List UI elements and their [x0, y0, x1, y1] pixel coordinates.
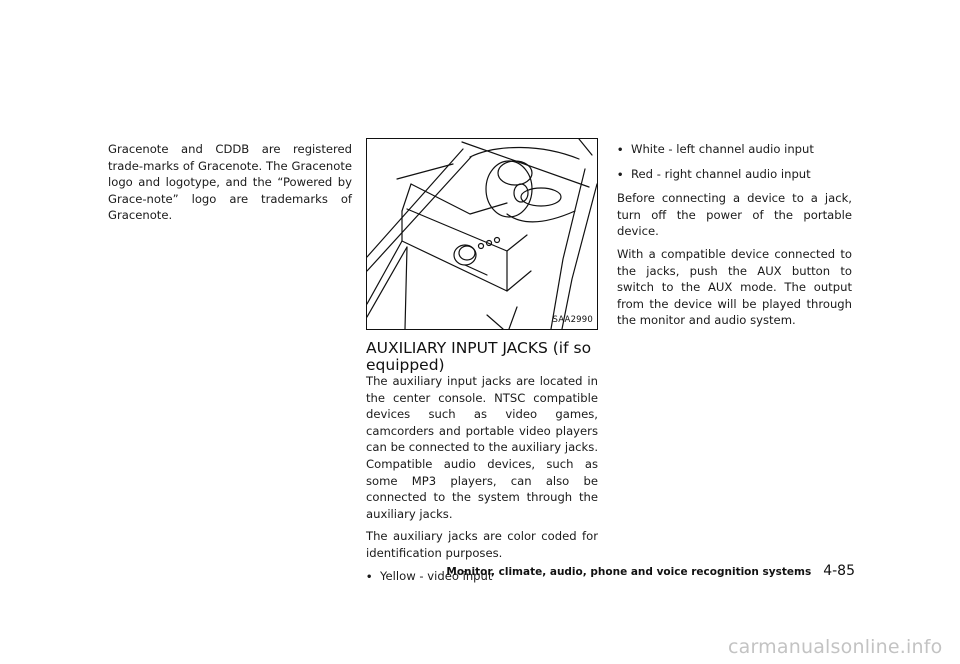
trademark-paragraph: Gracenote and CDDB are registered trade-marks of Gracenote. The Gracenote logo and logotype, and the “Powered by Grace-note” logo are trademarks of Gracenote.: [108, 142, 352, 223]
middle-column: [366, 373, 598, 586]
power-off-paragraph: Before connecting a device to a jack, turn off the power of the portable device.: [617, 191, 852, 239]
intro-paragraph: The auxiliary input jacks are located in the center console. NTSC compatible devices such as video games, camcorders and portable video players can be connected to the auxiliary jacks. Compatible audio devices, such as some MP3 players, can also be connected to the system through the auxiliary jacks.: [366, 374, 598, 521]
footer-section-title: Monitor, climate, audio, phone and voice recognition systems: [446, 566, 812, 578]
bullet-text: Yellow - video input: [380, 568, 493, 583]
center-console-aux-jacks-illustration-icon: [367, 139, 597, 329]
console-figure: [366, 138, 598, 330]
section-heading: AUXILIARY INPUT JACKS (if so equipped): [366, 339, 592, 374]
figure-code: SAA2990: [552, 315, 593, 325]
bullet-icon: •: [366, 571, 373, 583]
bullet-icon: •: [617, 145, 624, 156]
bullet-text: White - left channel audio input: [631, 142, 814, 156]
color-code-paragraph: The auxiliary jacks are color coded for identification purposes.: [366, 529, 598, 560]
aux-mode-paragraph: With a compatible device connected to the jacks, push the AUX button to switch to the AUX mode. The output from the device will be played through the monitor and audio system.: [617, 246, 852, 328]
bullet-item: [617, 166, 852, 185]
bullet-text: Red - right channel audio input: [631, 166, 811, 181]
watermark: carmanualsonline.info: [728, 636, 943, 658]
left-column: [108, 141, 352, 224]
page-footer: [446, 563, 855, 579]
page-number: 4-85: [823, 563, 855, 579]
right-column: [617, 141, 852, 329]
bullet-item: [617, 141, 852, 160]
bullet-icon: •: [617, 169, 624, 181]
